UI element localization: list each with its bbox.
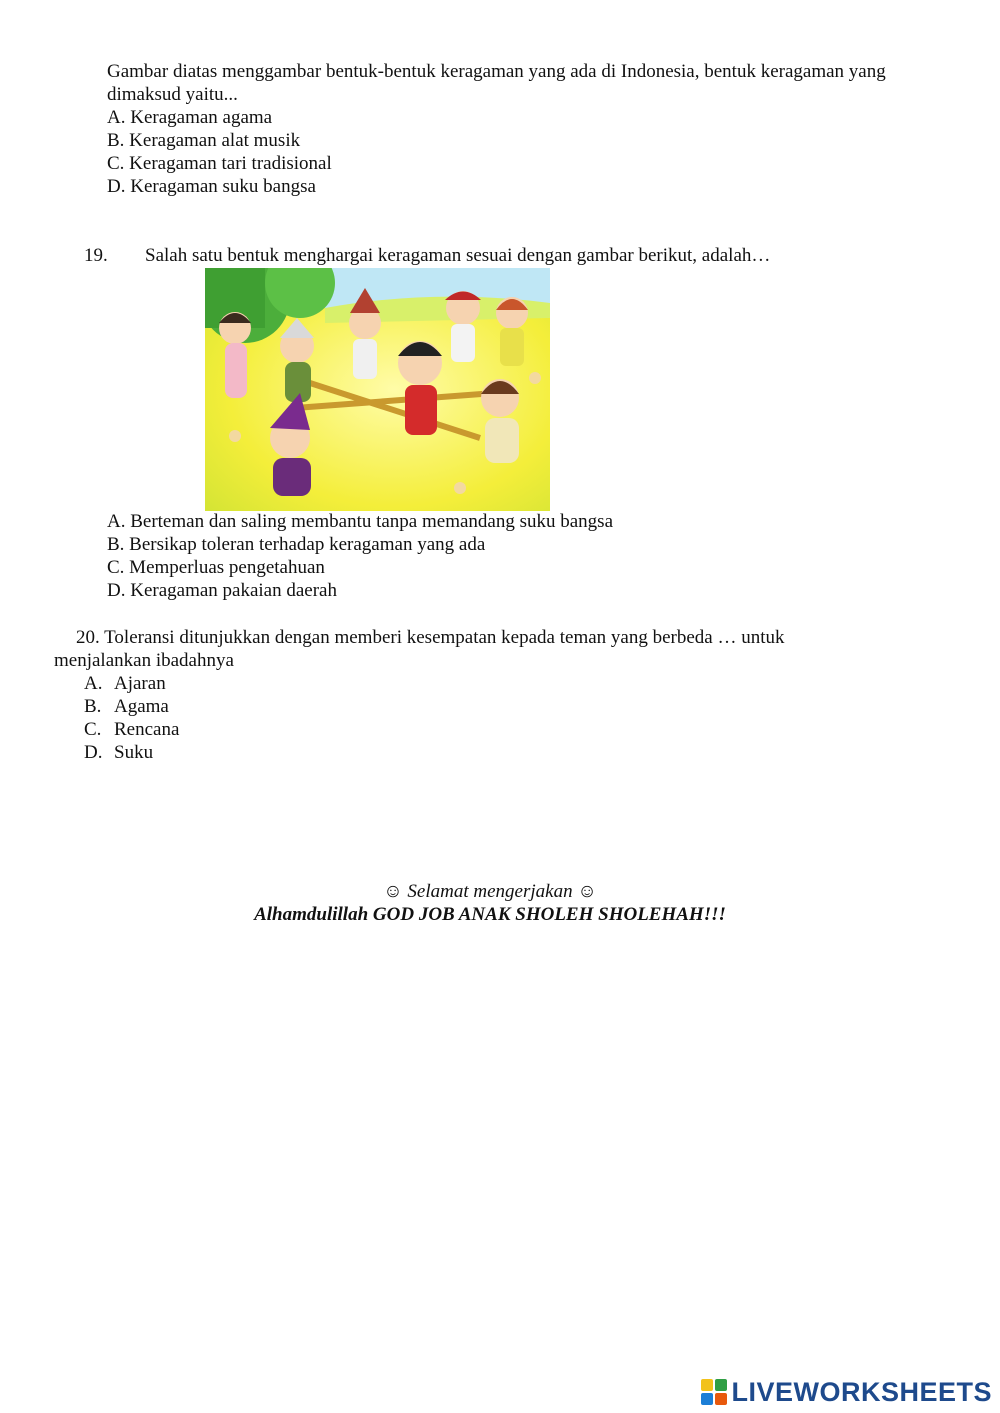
question-20-option-d — [84, 741, 179, 764]
question-19-text: Salah satu bentuk menghargai keragaman sesuai dengan gambar berikut, adalah… — [145, 245, 771, 266]
closing-line-1: ☺ Selamat mengerjakan ☺ — [383, 881, 597, 902]
question-18-option-d: D. Keragaman suku bangsa — [107, 176, 316, 197]
option-text: Agama — [114, 696, 169, 717]
question-20-line-1: 20. Toleransi ditunjukkan dengan memberi kesempatan kepada teman yang berbeda … untuk — [76, 627, 785, 648]
question-20-option-a — [84, 672, 179, 695]
option-letter: D. — [84, 742, 103, 763]
question-18-option-b: B. Keragaman alat musik — [107, 130, 301, 151]
option-text: Suku — [114, 742, 154, 763]
question-19-option-b: B. Bersikap toleran terhadap keragaman yang ada — [107, 534, 486, 555]
question-18-option-a: A. Keragaman agama — [107, 107, 273, 128]
option-text: Ajaran — [114, 673, 166, 694]
liveworksheets-logo-icon — [701, 1379, 727, 1405]
question-18 — [107, 60, 947, 198]
question-19-option-a: A. Berteman dan saling membantu tanpa memandang suku bangsa — [107, 511, 614, 532]
option-letter: B. — [84, 696, 102, 717]
question-20-options — [84, 672, 179, 764]
question-19-number: 19. — [84, 245, 108, 266]
question-19-option-c: C. Memperluas pengetahuan — [107, 557, 325, 578]
children-playing-illustration — [205, 268, 550, 511]
option-letter: C. — [84, 719, 102, 740]
question-20 — [54, 626, 854, 672]
question-19-option-d: D. Keragaman pakaian daerah — [107, 580, 337, 601]
option-letter: A. — [84, 673, 103, 694]
liveworksheets-logo — [701, 1376, 992, 1407]
question-20-option-c — [84, 718, 179, 741]
question-20-line-2: menjalankan ibadahnya — [54, 650, 234, 671]
question-20-option-b — [84, 695, 179, 718]
question-19-options — [107, 510, 613, 602]
question-18-stem: Gambar diatas menggambar bentuk-bentuk keragaman yang ada di Indonesia, bentuk keragaman yang dimaksud yaitu... — [107, 61, 886, 105]
option-text: Rencana — [114, 719, 180, 740]
liveworksheets-logo-text: LIVEWORKSHEETS — [731, 1376, 992, 1407]
closing-line-2: Alhamdulillah GOD JOB ANAK SHOLEH SHOLEHAH!!! — [254, 904, 726, 925]
closing-message — [0, 880, 980, 926]
question-18-option-c: C. Keragaman tari tradisional — [107, 153, 332, 174]
